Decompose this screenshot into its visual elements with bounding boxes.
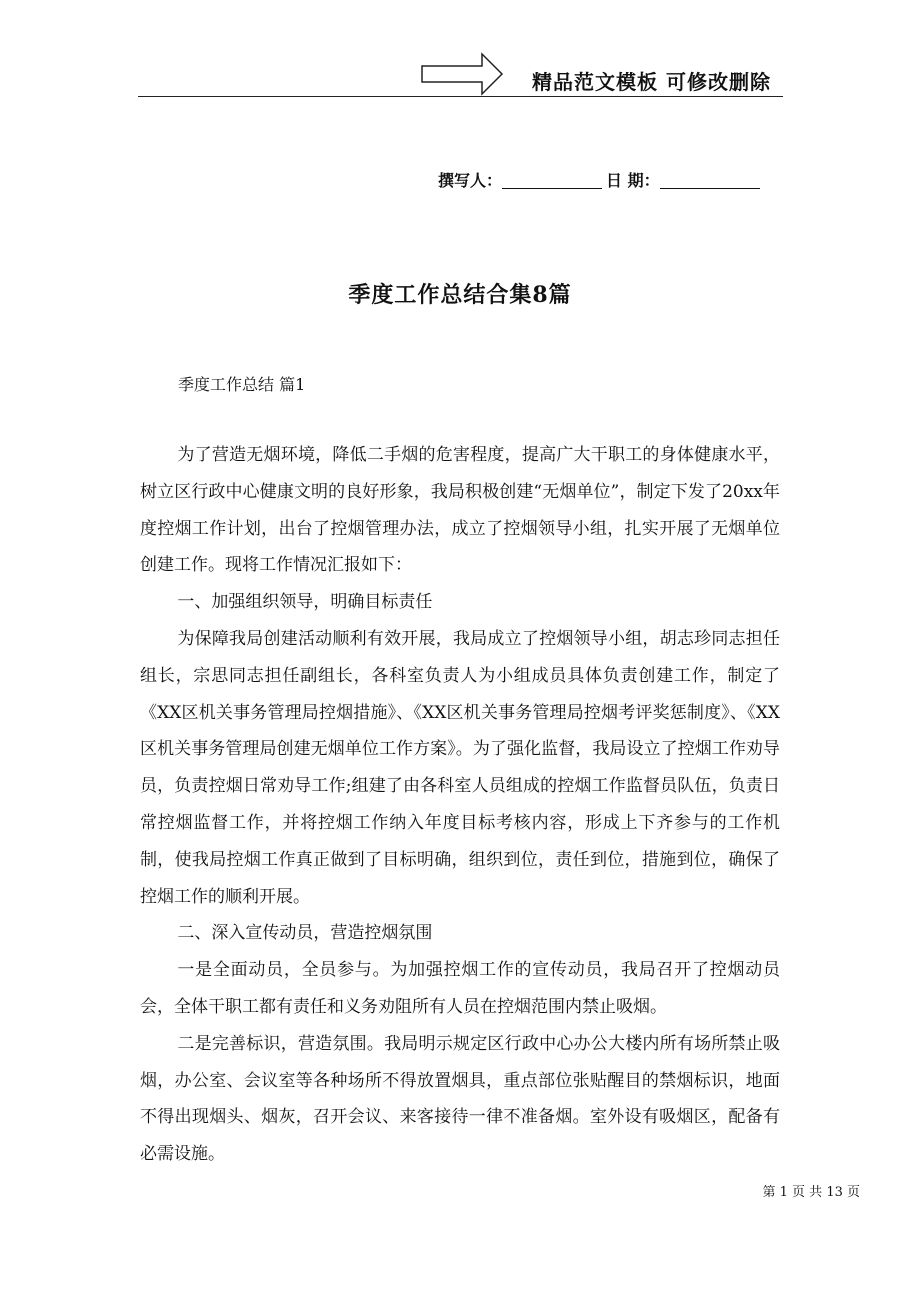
- paragraph-mobilization: 一是全面动员，全员参与。为加强控烟工作的宣传动员，我局召开了控烟动员会，全体干职工都有责任和义务劝阻所有人员在控烟范围内禁止吸烟。: [140, 960, 780, 1017]
- document-body: [140, 437, 780, 1173]
- author-field[interactable]: [502, 172, 602, 189]
- date-field[interactable]: [660, 172, 760, 189]
- header-banner-text: 精品范文模板 可修改删除: [532, 70, 771, 94]
- author-label: 撰写人：: [438, 171, 503, 190]
- subheading-organization: 一、加强组织领导，明确目标责任: [177, 592, 433, 613]
- subheading-publicity: 二、深入宣传动员，营造控烟氛围: [177, 923, 433, 944]
- arrow-right-icon: [420, 52, 504, 96]
- page-number: 第 1 页 共 13 页: [762, 1185, 860, 1200]
- date-label: 日 期：: [606, 171, 660, 190]
- document-title: 季度工作总结合集8篇: [348, 282, 572, 308]
- section-heading: 季度工作总结 篇1: [178, 375, 306, 394]
- header-divider: [138, 96, 783, 97]
- paragraph-organization: 为保障我局创建活动顺利有效开展，我局成立了控烟领导小组，胡志珍同志担任组长，宗思同志担任副组长，各科室负责人为小组成员具体负责创建工作，制定了《XX区机关事务管理局控烟措施》、《XX区机关事务管理局控烟考评奖惩制度》、《XX区机关事务管理局创建无烟单位工作方案》。为了强化监督，我局设立了控烟工作劝导员，负责控烟日常劝导工作;组建了由各科室人员组成的控烟工作监督员队伍，负责日常控烟监督工作，并将控烟工作纳入年度目标考核内容，形成上下齐参与的工作机制，使我局控烟工作真正做到了目标明确，组织到位，责任到位，措施到位，确保了控烟工作的顺利开展。: [140, 628, 780, 907]
- byline: [438, 168, 764, 191]
- paragraph-signage: 二是完善标识，营造氛围。我局明示规定区行政中心办公大楼内所有场所禁止吸烟，办公室、会议室等各种场所不得放置烟具，重点部位张贴醒目的禁烟标识，地面不得出现烟头、烟灰，召开会议、来客接待一律不准备烟。室外设有吸烟区，配备有必需设施。: [140, 1033, 780, 1165]
- paragraph-intro: 为了营造无烟环境，降低二手烟的危害程度，提高广大干职工的身体健康水平，树立区行政中心健康文明的良好形象，我局积极创建“无烟单位”，制定下发了20xx年度控烟工作计划，出台了控烟管理办法，成立了控烟领导小组，扎实开展了无烟单位创建工作。现将工作情况汇报如下：: [140, 445, 780, 576]
